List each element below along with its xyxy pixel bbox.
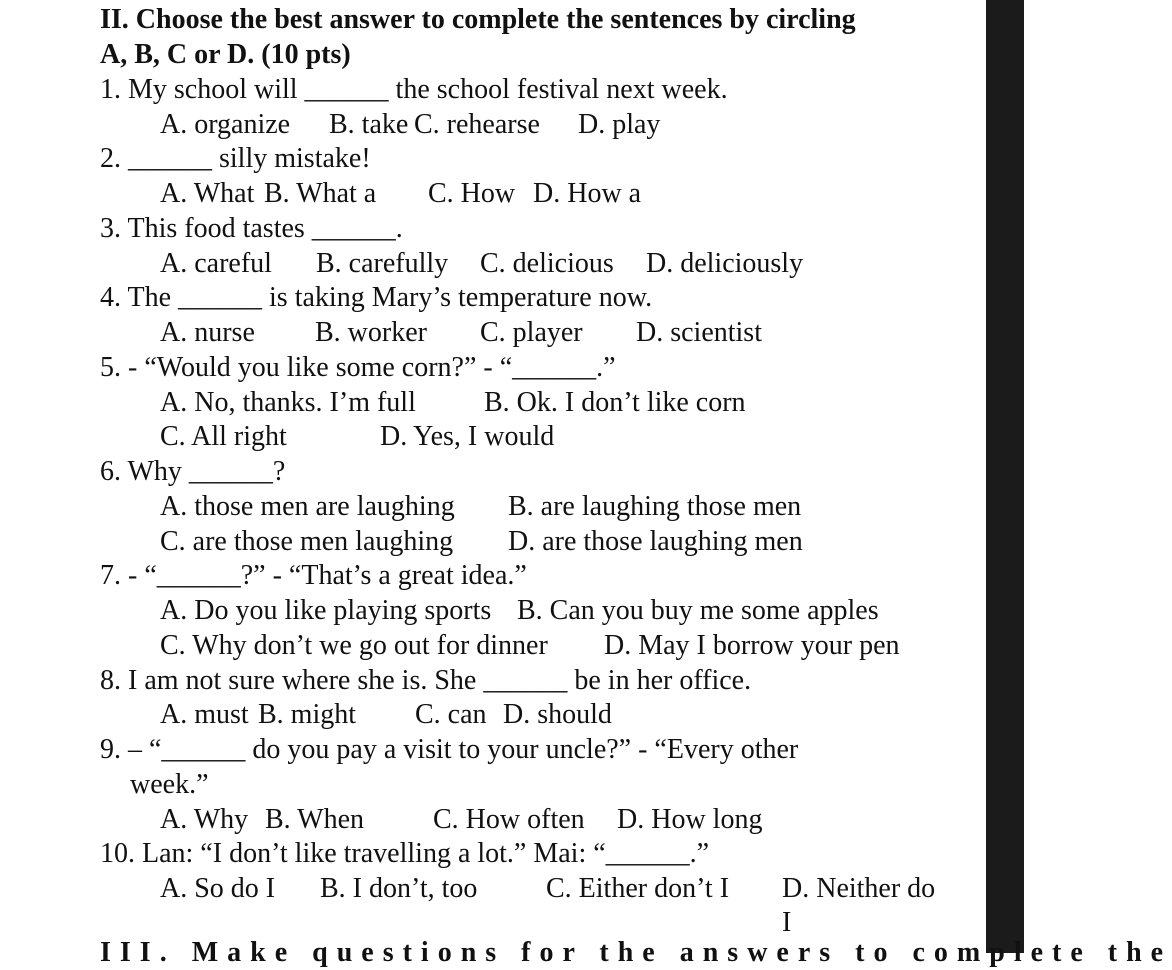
question-3-stem: 3. This food tastes ______.	[100, 213, 403, 244]
q10-option-c[interactable]: C. Either don’t I	[546, 873, 730, 904]
q3-option-a[interactable]: A. careful	[160, 248, 272, 279]
question-5-stem: 5. - “Would you like some corn?” - “______.”	[100, 352, 616, 383]
q4-option-a[interactable]: A. nurse	[160, 317, 255, 348]
q2-option-c[interactable]: C. How	[428, 178, 516, 209]
q2-option-a[interactable]: A. What	[160, 178, 255, 209]
q1-option-a[interactable]: A. organize	[160, 109, 291, 140]
q6-option-a[interactable]: A. those men are laughing	[160, 491, 455, 522]
q9-option-b[interactable]: B. When	[265, 804, 365, 835]
next-section-heading: III. Make questions for the answers to complete the	[100, 937, 1172, 968]
dark-page-edge	[986, 0, 1024, 953]
q6-option-d[interactable]: D. are those laughing men	[508, 526, 803, 557]
question-10-stem: 10. Lan: “I don’t like travelling a lot.” Mai: “______.”	[100, 838, 710, 869]
q3-option-d[interactable]: D. deliciously	[646, 248, 804, 279]
question-7-stem: 7. - “______?” - “That’s a great idea.”	[100, 560, 527, 591]
question-9-stem-line1: 9. – “______ do you pay a visit to your uncle?” - “Every other	[100, 734, 799, 765]
q3-option-b[interactable]: B. carefully	[316, 248, 449, 279]
q5-option-a[interactable]: A. No, thanks. I’m full	[160, 387, 416, 418]
q6-option-c[interactable]: C. are those men laughing	[160, 526, 454, 557]
q5-option-c[interactable]: C. All right	[160, 421, 287, 452]
q1-option-c[interactable]: C. rehearse	[414, 109, 540, 140]
q4-option-b[interactable]: B. worker	[315, 317, 427, 348]
q9-option-c[interactable]: C. How often	[433, 804, 585, 835]
q10-option-a[interactable]: A. So do I	[160, 873, 276, 904]
q9-option-d[interactable]: D. How long	[617, 804, 763, 835]
q9-option-a[interactable]: A. Why	[160, 804, 249, 835]
q2-option-d[interactable]: D. How a	[533, 178, 642, 209]
question-8-stem: 8. I am not sure where she is. She ______ be in her office.	[100, 665, 752, 696]
q8-option-a[interactable]: A. must	[160, 699, 249, 730]
q4-option-d[interactable]: D. scientist	[636, 317, 762, 348]
q8-option-b[interactable]: B. might	[258, 699, 357, 730]
q1-option-b[interactable]: B. take	[329, 109, 409, 140]
next-section-heading-clip	[100, 936, 1172, 968]
q3-option-c[interactable]: C. delicious	[480, 248, 614, 279]
q7-option-a[interactable]: A. Do you like playing sports	[160, 595, 492, 626]
section-heading-line1: II. Choose the best answer to complete the sentences by circling	[100, 4, 856, 35]
section-heading-line2: A, B, C or D. (10 pts)	[100, 39, 351, 70]
q10-option-b[interactable]: B. I don’t, too	[320, 873, 478, 904]
question-6-stem: 6. Why ______?	[100, 456, 286, 487]
q4-option-c[interactable]: C. player	[480, 317, 583, 348]
q8-option-d[interactable]: D. should	[503, 699, 612, 730]
q10-option-d[interactable]: D. Neither do I	[782, 873, 936, 938]
question-1-stem: 1. My school will ______ the school festival next week.	[100, 74, 728, 105]
q8-option-c[interactable]: C. can	[415, 699, 487, 730]
q2-option-b[interactable]: B. What a	[264, 178, 377, 209]
q1-option-d[interactable]: D. play	[578, 109, 661, 140]
question-4-stem: 4. The ______ is taking Mary’s temperature now.	[100, 282, 653, 313]
question-2-stem: 2. ______ silly mistake!	[100, 143, 371, 174]
q5-option-b[interactable]: B. Ok. I don’t like corn	[484, 387, 746, 418]
q5-option-d[interactable]: D. Yes, I would	[380, 421, 555, 452]
q7-option-b[interactable]: B. Can you buy me some apples	[517, 595, 879, 626]
question-9-stem-line2: week.”	[130, 769, 209, 800]
q6-option-b[interactable]: B. are laughing those men	[508, 491, 802, 522]
q7-option-c[interactable]: C. Why don’t we go out for dinner	[160, 630, 548, 661]
q7-option-d[interactable]: D. May I borrow your pen	[604, 630, 900, 661]
